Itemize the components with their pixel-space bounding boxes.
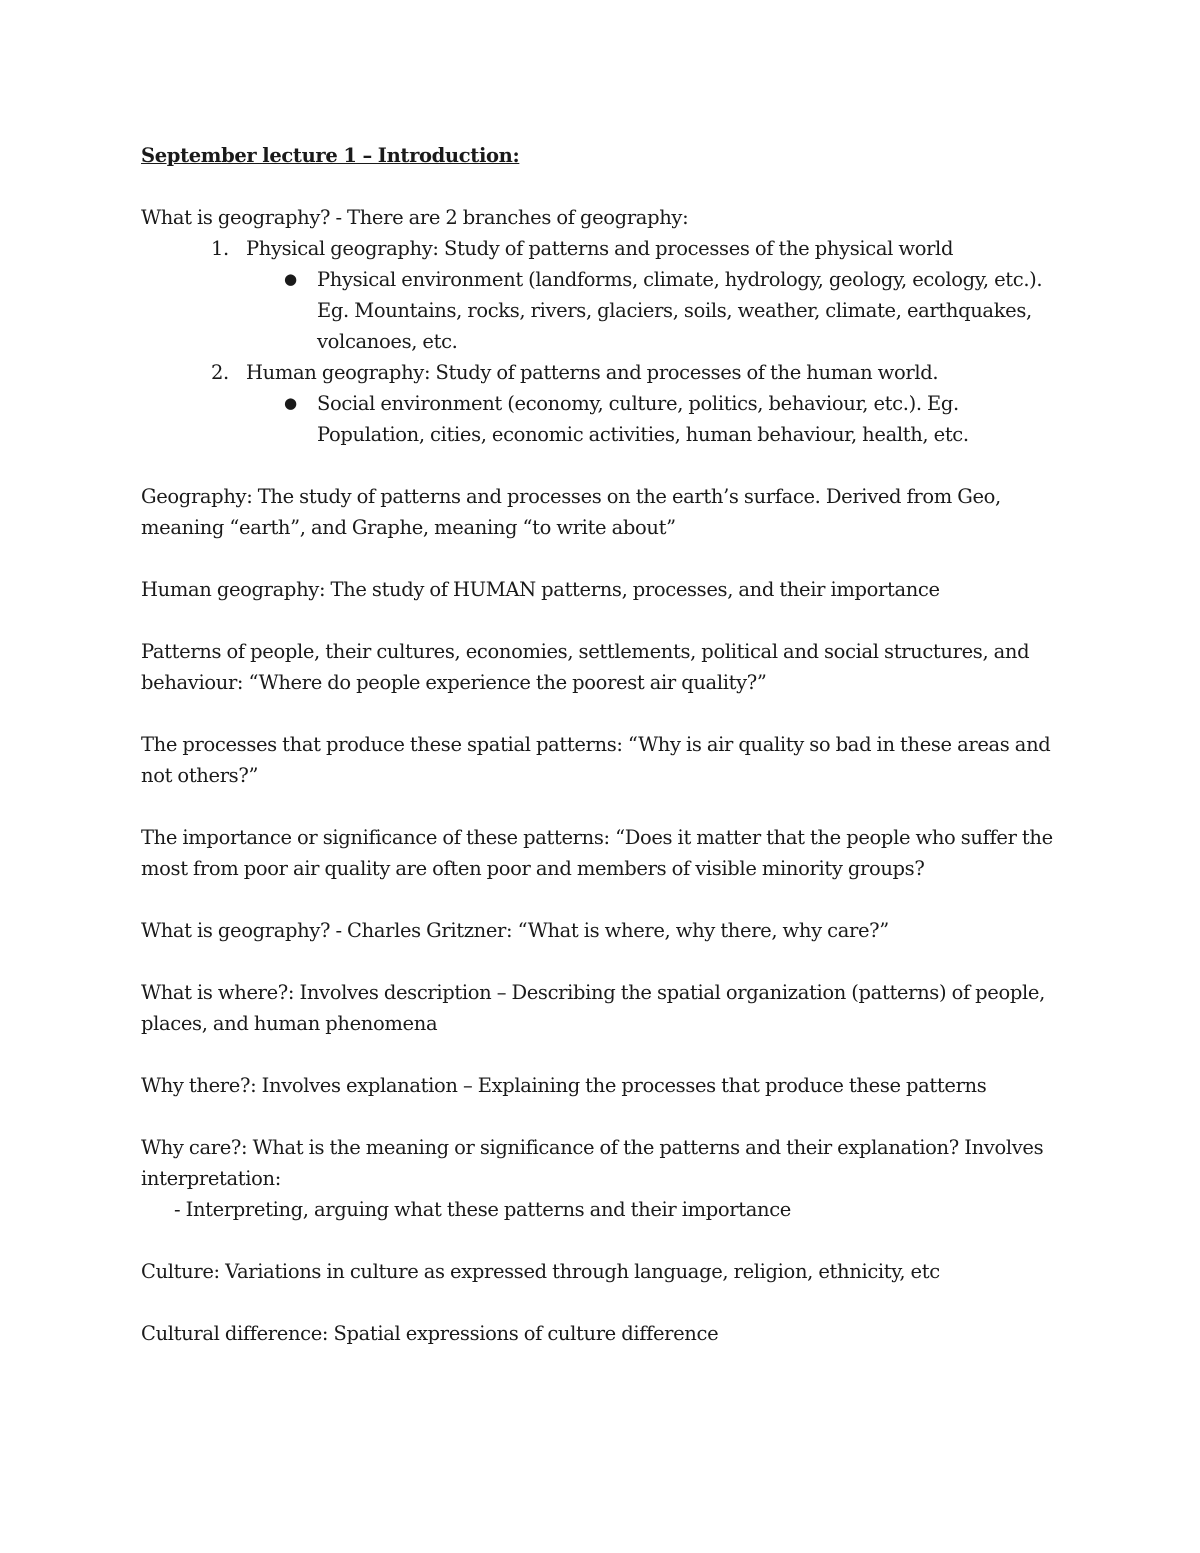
why-there: Why there?: Involves explanation – Explaining the processes that produce these patterns [141,1074,987,1097]
branch-text: Human geography: Study of patterns and processes of the human world. [246,361,939,384]
why-care: Why care?: What is the meaning or significance of the patterns and their explanation? Involves interpretation: [141,1136,1044,1190]
list-number: 1. [211,237,229,260]
cultural-difference-definition: Cultural difference: Spatial expressions of culture difference [141,1322,719,1345]
geography-definition: Geography: The study of patterns and processes on the earth’s surface. Derived from Geo, meaning “earth”, and Graphe, meaning “to write about” [141,485,1001,539]
intro-line: What is geography? - There are 2 branches of geography: [141,206,689,229]
bullet-icon: ● [284,394,297,412]
sub-item-text: Social environment (economy, culture, politics, behaviour, etc.). Eg. Population, cities, economic activities, human behaviour, health, etc. [317,392,969,446]
culture-definition: Culture: Variations in culture as expressed through language, religion, ethnicity, etc [141,1260,940,1283]
processes-paragraph: The processes that produce these spatial patterns: “Why is air quality so bad in these areas and not others?” [141,733,1051,787]
branch-text: Physical geography: Study of patterns and processes of the physical world [246,237,954,260]
human-geography-definition: Human geography: The study of HUMAN patterns, processes, and their importance [141,578,940,601]
bullet-icon: ● [284,270,297,288]
importance-paragraph: The importance or significance of these patterns: “Does it matter that the people who suffer the most from poor air quality are often poor and members of visible minority groups? [141,826,1053,880]
sub-list-item [246,264,1061,357]
sub-list-item [246,388,1061,450]
lecture-title: September lecture 1 – Introduction: [141,144,520,167]
document-page [141,140,1061,1349]
branch-item-human [141,357,1061,450]
sub-list [246,388,1061,450]
sub-item-text: Physical environment (landforms, climate, hydrology, geology, ecology, etc.). Eg. Mountains, rocks, rivers, glaciers, soils, weather, climate, earthquakes, volcanoes, etc. [317,268,1043,353]
patterns-of-people: Patterns of people, their cultures, economies, settlements, political and social structures, and behaviour: “Where do people experience the poorest air quality?” [141,640,1030,694]
branches-list [141,233,1061,450]
gritzner-quote: What is geography? - Charles Gritzner: “What is where, why there, why care?” [141,919,889,942]
what-is-where: What is where?: Involves description – Describing the spatial organization (patterns) of people, places, and human phenomena [141,981,1045,1035]
branch-item-physical [141,233,1061,357]
list-number: 2. [211,361,229,384]
why-care-subpoint: - Interpreting, arguing what these patterns and their importance [174,1198,791,1221]
sub-list [246,264,1061,357]
